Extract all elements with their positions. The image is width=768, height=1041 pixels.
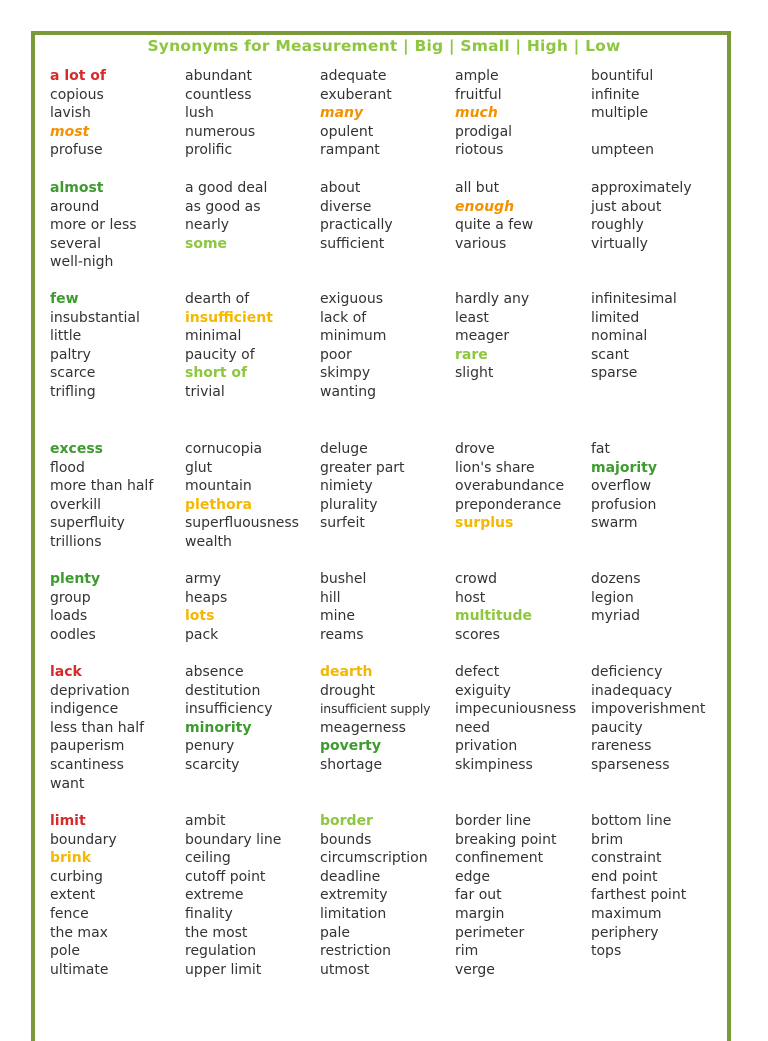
headword: few — [50, 291, 79, 307]
synonym-word: meagerness — [320, 719, 406, 736]
synonym-word: finality — [185, 906, 233, 922]
synonym-word: wealth — [185, 534, 232, 550]
synonym-word: defect — [455, 664, 500, 680]
synonym-word: well-nigh — [50, 254, 114, 271]
synonym-word: circumscription — [320, 850, 428, 867]
synonym-word: inadequacy — [591, 682, 673, 699]
synonym-word: approximately — [591, 180, 692, 196]
headword: multitude — [455, 608, 533, 625]
synonym-word: several — [50, 235, 102, 252]
synonym-word: limitation — [320, 906, 387, 922]
synonym-word: reams — [320, 626, 364, 643]
synonym-word: pack — [185, 626, 219, 643]
synonym-word: perimeter — [455, 924, 525, 941]
synonym-word: extremity — [320, 887, 388, 904]
synonym-word: around — [50, 198, 100, 215]
synonym-word: profusion — [591, 496, 657, 513]
synonym-word: paucity — [591, 719, 643, 736]
headword: enough — [455, 198, 515, 215]
synonym-word: rareness — [591, 738, 652, 755]
headword: rare — [455, 346, 488, 363]
headword: brink — [50, 850, 92, 867]
synonym-word: heaps — [185, 589, 228, 606]
synonym-word: extreme — [185, 887, 244, 904]
headword: plethora — [185, 496, 252, 513]
synonym-word: scant — [591, 346, 629, 363]
synonym-word: fat — [591, 441, 610, 457]
headword: border — [320, 813, 373, 829]
synonym-word: insubstantial — [50, 309, 140, 326]
synonym-word: impoverishment — [591, 701, 706, 718]
synonym-word: pauperism — [50, 738, 125, 755]
synonym-word: poor — [320, 346, 352, 363]
synonym-word: bushel — [320, 571, 367, 587]
synonym-word: swarm — [591, 515, 638, 532]
synonym-word: more than half — [50, 478, 154, 495]
synonym-word: quite a few — [455, 217, 534, 234]
synonym-word: about — [320, 180, 361, 196]
synonym-word: group — [50, 589, 91, 606]
synonym-word: hardly any — [455, 291, 530, 307]
synonym-word: infinite — [591, 86, 640, 103]
synonym-word: boundary — [50, 831, 117, 848]
synonym-word: drought — [320, 682, 376, 699]
synonym-word: lack of — [320, 309, 367, 326]
page-title: Synonyms for Measurement | Big | Small | High | Low — [147, 37, 621, 55]
synonym-word: virtually — [591, 235, 648, 252]
synonym-word: insufficiency — [185, 701, 273, 718]
synonym-word: myriad — [591, 608, 641, 625]
synonym-word: privation — [455, 738, 518, 755]
synonym-word: skimpy — [320, 365, 371, 382]
synonym-word: superfluousness — [185, 515, 299, 532]
synonym-word: ample — [455, 68, 499, 84]
synonym-word: trivial — [185, 384, 225, 400]
synonym-word: cutoff point — [185, 868, 266, 885]
headword: plenty — [50, 571, 101, 587]
synonym-word: slight — [455, 365, 494, 382]
synonym-word: need — [455, 719, 490, 736]
synonym-word: utmost — [320, 961, 370, 978]
synonym-word: legion — [591, 589, 634, 606]
synonym-word: impecuniousness — [455, 701, 577, 718]
synonym-word: flood — [50, 459, 85, 476]
synonym-word: fruitful — [455, 86, 502, 103]
synonym-word: scarcity — [185, 757, 240, 773]
synonym-word: loads — [50, 608, 88, 625]
synonym-word: destitution — [185, 682, 261, 699]
synonym-word: sparseness — [591, 757, 670, 773]
synonym-word: rampant — [320, 142, 380, 159]
synonym-word: exuberant — [320, 86, 392, 103]
synonym-word: more or less — [50, 217, 137, 234]
synonym-word: paltry — [50, 346, 91, 363]
headword: most — [50, 123, 90, 140]
synonym-word: overabundance — [455, 478, 565, 495]
headword: poverty — [320, 738, 381, 755]
synonym-word: fence — [50, 906, 89, 922]
synonym-word: tops — [591, 943, 622, 960]
synonym-word: maximum — [591, 906, 662, 922]
synonym-word: the most — [185, 924, 248, 941]
synonym-word: countless — [185, 86, 252, 103]
synonym-word: mountain — [185, 478, 252, 495]
synonym-word: preponderance — [455, 496, 562, 513]
synonym-word: sparse — [591, 365, 638, 382]
synonym-word: prodigal — [455, 123, 513, 140]
synonym-word: deprivation — [50, 682, 130, 699]
synonym-word: bounds — [320, 831, 372, 848]
synonym-word: deadline — [320, 868, 381, 885]
synonym-word: nominal — [591, 328, 648, 345]
synonym-word: paucity of — [185, 346, 255, 363]
synonym-word: abundant — [185, 68, 253, 84]
synonym-word: army — [185, 571, 222, 587]
synonym-word: diverse — [320, 198, 372, 215]
synonym-word: nimiety — [320, 478, 373, 495]
synonym-word: infinitesimal — [591, 291, 677, 307]
synonym-word: just about — [591, 198, 662, 215]
synonym-word: ambit — [185, 813, 226, 829]
synonym-word: periphery — [591, 924, 659, 941]
headword: almost — [50, 180, 104, 196]
synonym-word: riotous — [455, 142, 504, 159]
synonym-word: mine — [320, 608, 356, 625]
headword: majority — [591, 459, 657, 476]
synonym-word: exiguity — [455, 682, 511, 699]
synonym-word: indigence — [50, 701, 119, 718]
synonym-word: border line — [455, 813, 531, 829]
headword: surplus — [455, 515, 514, 532]
synonym-word: scores — [455, 626, 500, 643]
synonym-word: crowd — [455, 571, 498, 587]
synonym-word: farthest point — [591, 887, 687, 904]
synonym-word: less than half — [50, 719, 145, 736]
headword: insufficient — [185, 309, 273, 326]
synonym-word: nearly — [185, 217, 229, 234]
synonym-word: restriction — [320, 943, 392, 960]
headword: many — [320, 105, 364, 122]
synonym-word: trifling — [50, 384, 96, 400]
synonym-word: a good deal — [185, 180, 268, 196]
synonym-word: confinement — [455, 850, 544, 867]
synonym-word: adequate — [320, 68, 387, 84]
synonym-word: penury — [185, 738, 235, 755]
synonym-word: minimal — [185, 328, 242, 345]
headword: limit — [50, 813, 86, 829]
synonym-word: bottom line — [591, 813, 672, 829]
synonym-word: profuse — [50, 142, 103, 159]
synonym-word: skimpiness — [455, 757, 533, 773]
synonym-word: exiguous — [320, 291, 384, 307]
synonym-word: scarce — [50, 365, 96, 382]
synonym-word: want — [50, 775, 85, 792]
synonym-word: bountiful — [591, 68, 654, 84]
synonym-word: various — [455, 235, 507, 252]
synonym-word: lion's share — [455, 459, 535, 476]
synonym-word: regulation — [185, 943, 257, 960]
headword: some — [185, 235, 228, 252]
synonym-word: hill — [320, 589, 341, 606]
synonym-word: curbing — [50, 868, 103, 885]
synonym-word: roughly — [591, 217, 644, 234]
synonym-word: breaking point — [455, 831, 557, 848]
synonym-word: lush — [185, 105, 214, 122]
synonym-word: overkill — [50, 496, 101, 513]
synonym-word: brim — [591, 831, 624, 848]
headword: excess — [50, 441, 103, 457]
synonym-word: practically — [320, 217, 393, 234]
synonym-word: deluge — [320, 441, 368, 457]
synonym-word: rim — [455, 943, 479, 960]
synonym-word: dearth of — [185, 291, 250, 307]
synonym-word: oodles — [50, 626, 96, 643]
synonym-word: ceiling — [185, 850, 231, 867]
synonym-word: dozens — [591, 571, 641, 587]
synonym-word: prolific — [185, 142, 233, 159]
synonym-word: umpteen — [591, 142, 654, 159]
synonym-word: cornucopia — [185, 441, 263, 457]
synonym-word: overflow — [591, 478, 652, 495]
synonym-word: wanting — [320, 384, 377, 400]
synonym-word: trillions — [50, 534, 102, 550]
synonym-word: edge — [455, 868, 490, 885]
headword: short of — [185, 365, 248, 382]
synonym-word: the max — [50, 924, 108, 941]
synonym-word: verge — [455, 961, 495, 978]
synonym-word: pole — [50, 943, 80, 960]
synonym-word: superfluity — [50, 515, 125, 532]
headword: lots — [185, 608, 215, 625]
headword: a lot of — [50, 68, 107, 84]
synonym-word: extent — [50, 887, 96, 904]
synonym-word: greater part — [320, 459, 405, 476]
synonym-word: margin — [455, 906, 505, 922]
synonym-word: pale — [320, 924, 350, 941]
synonym-word: glut — [185, 459, 213, 476]
synonym-word: insufficient supply — [320, 701, 431, 717]
synonym-word: host — [455, 589, 486, 606]
synonym-word: ultimate — [50, 961, 109, 978]
headword: much — [455, 105, 498, 122]
synonym-word: drove — [455, 441, 495, 457]
synonym-word: meager — [455, 328, 510, 345]
synonym-word: sufficient — [320, 235, 385, 252]
synonym-word: far out — [455, 887, 502, 904]
synonym-word: surfeit — [320, 515, 365, 532]
synonym-word: shortage — [320, 757, 383, 773]
synonym-word: limited — [591, 309, 640, 326]
synonym-word: absence — [185, 664, 244, 680]
synonym-word: deficiency — [591, 664, 663, 680]
headword: minority — [185, 719, 252, 736]
headword: dearth — [320, 664, 373, 680]
synonym-word: all but — [455, 180, 500, 196]
synonym-word: multiple — [591, 105, 649, 122]
synonym-word: minimum — [320, 328, 387, 345]
synonym-word: opulent — [320, 123, 374, 140]
synonym-word: little — [50, 328, 82, 345]
synonym-word: boundary line — [185, 831, 282, 848]
synonym-word: numerous — [185, 123, 256, 140]
synonym-word: scantiness — [50, 757, 124, 773]
synonym-word: upper limit — [185, 961, 262, 978]
synonym-word: least — [455, 309, 489, 326]
synonym-word: constraint — [591, 850, 662, 867]
headword: lack — [50, 664, 82, 680]
synonym-word: plurality — [320, 496, 378, 513]
synonym-word: as good as — [185, 198, 261, 215]
synonym-word: copious — [50, 86, 104, 103]
synonym-word: lavish — [50, 105, 91, 122]
synonym-word: end point — [591, 868, 658, 885]
